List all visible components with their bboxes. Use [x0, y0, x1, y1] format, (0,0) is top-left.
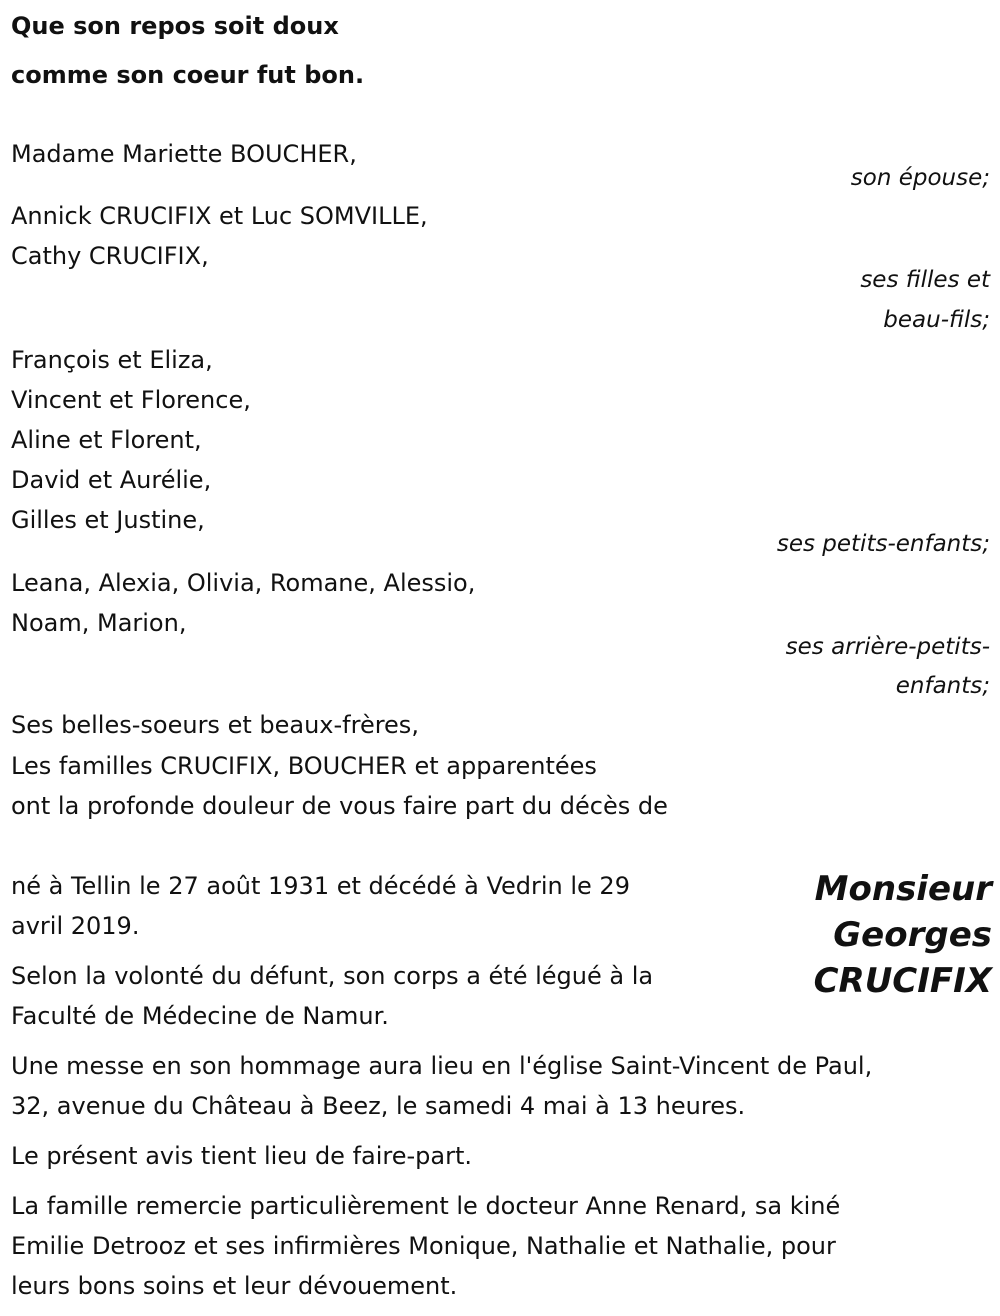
- deceased-first-name: Georges: [833, 915, 992, 955]
- great-grandchildren-role-line-1: ses arrière-petits-: [785, 634, 990, 660]
- spouse-name: Madame Mariette BOUCHER,: [11, 140, 357, 168]
- grandchild-line: Aline et Florent,: [11, 426, 202, 454]
- epitaph-line-1: Que son repos soit doux: [11, 12, 339, 40]
- grandchild-line: François et Eliza,: [11, 346, 213, 374]
- birth-death-line-1: né à Tellin le 27 août 1931 et décédé à Vedrin le 29: [11, 872, 630, 900]
- deceased-name-block: [814, 866, 992, 1004]
- mass-line-2: 32, avenue du Château à Beez, le samedi 4 mai à 13 heures.: [11, 1092, 746, 1120]
- thanks-line-3: leurs bons soins et leur dévouement.: [11, 1272, 458, 1300]
- others-line: Ses belles-soeurs et beaux-frères,: [11, 711, 419, 739]
- others-line: ont la profonde douleur de vous faire part du décès de: [11, 792, 668, 820]
- notice-line: Le présent avis tient lieu de faire-part.: [11, 1142, 473, 1170]
- deceased-last-name: CRUCIFIX: [813, 961, 992, 1001]
- body-donation-line-1: Selon la volonté du défunt, son corps a été légué à la: [11, 962, 654, 990]
- thanks-line-2: Emilie Detrooz et ses infirmières Monique, Nathalie et Nathalie, pour: [11, 1232, 836, 1260]
- epitaph-line-2: comme son coeur fut bon.: [11, 61, 365, 89]
- daughter-line: Annick CRUCIFIX et Luc SOMVILLE,: [11, 202, 428, 230]
- others-line: Les familles CRUCIFIX, BOUCHER et apparentées: [11, 752, 597, 780]
- daughters-role-line-2: beau-fils;: [883, 307, 990, 333]
- daughter-line: Cathy CRUCIFIX,: [11, 242, 209, 270]
- birth-death-line-2: avril 2019.: [11, 912, 140, 940]
- deceased-title: Monsieur: [814, 869, 992, 909]
- grandchild-line: Gilles et Justine,: [11, 506, 205, 534]
- daughters-role-line-1: ses filles et: [860, 267, 990, 293]
- grandchild-line: Vincent et Florence,: [11, 386, 251, 414]
- grandchildren-role: ses petits-enfants;: [776, 531, 990, 557]
- thanks-line-1: La famille remercie particulièrement le docteur Anne Renard, sa kiné: [11, 1192, 841, 1220]
- mass-line-1: Une messe en son hommage aura lieu en l'église Saint-Vincent de Paul,: [11, 1052, 873, 1080]
- grandchild-line: David et Aurélie,: [11, 466, 212, 494]
- spouse-role: son épouse;: [850, 165, 990, 191]
- great-grandchild-line: Noam, Marion,: [11, 609, 187, 637]
- great-grandchild-line: Leana, Alexia, Olivia, Romane, Alessio,: [11, 569, 476, 597]
- body-donation-line-2: Faculté de Médecine de Namur.: [11, 1002, 389, 1030]
- great-grandchildren-role-line-2: enfants;: [895, 673, 990, 699]
